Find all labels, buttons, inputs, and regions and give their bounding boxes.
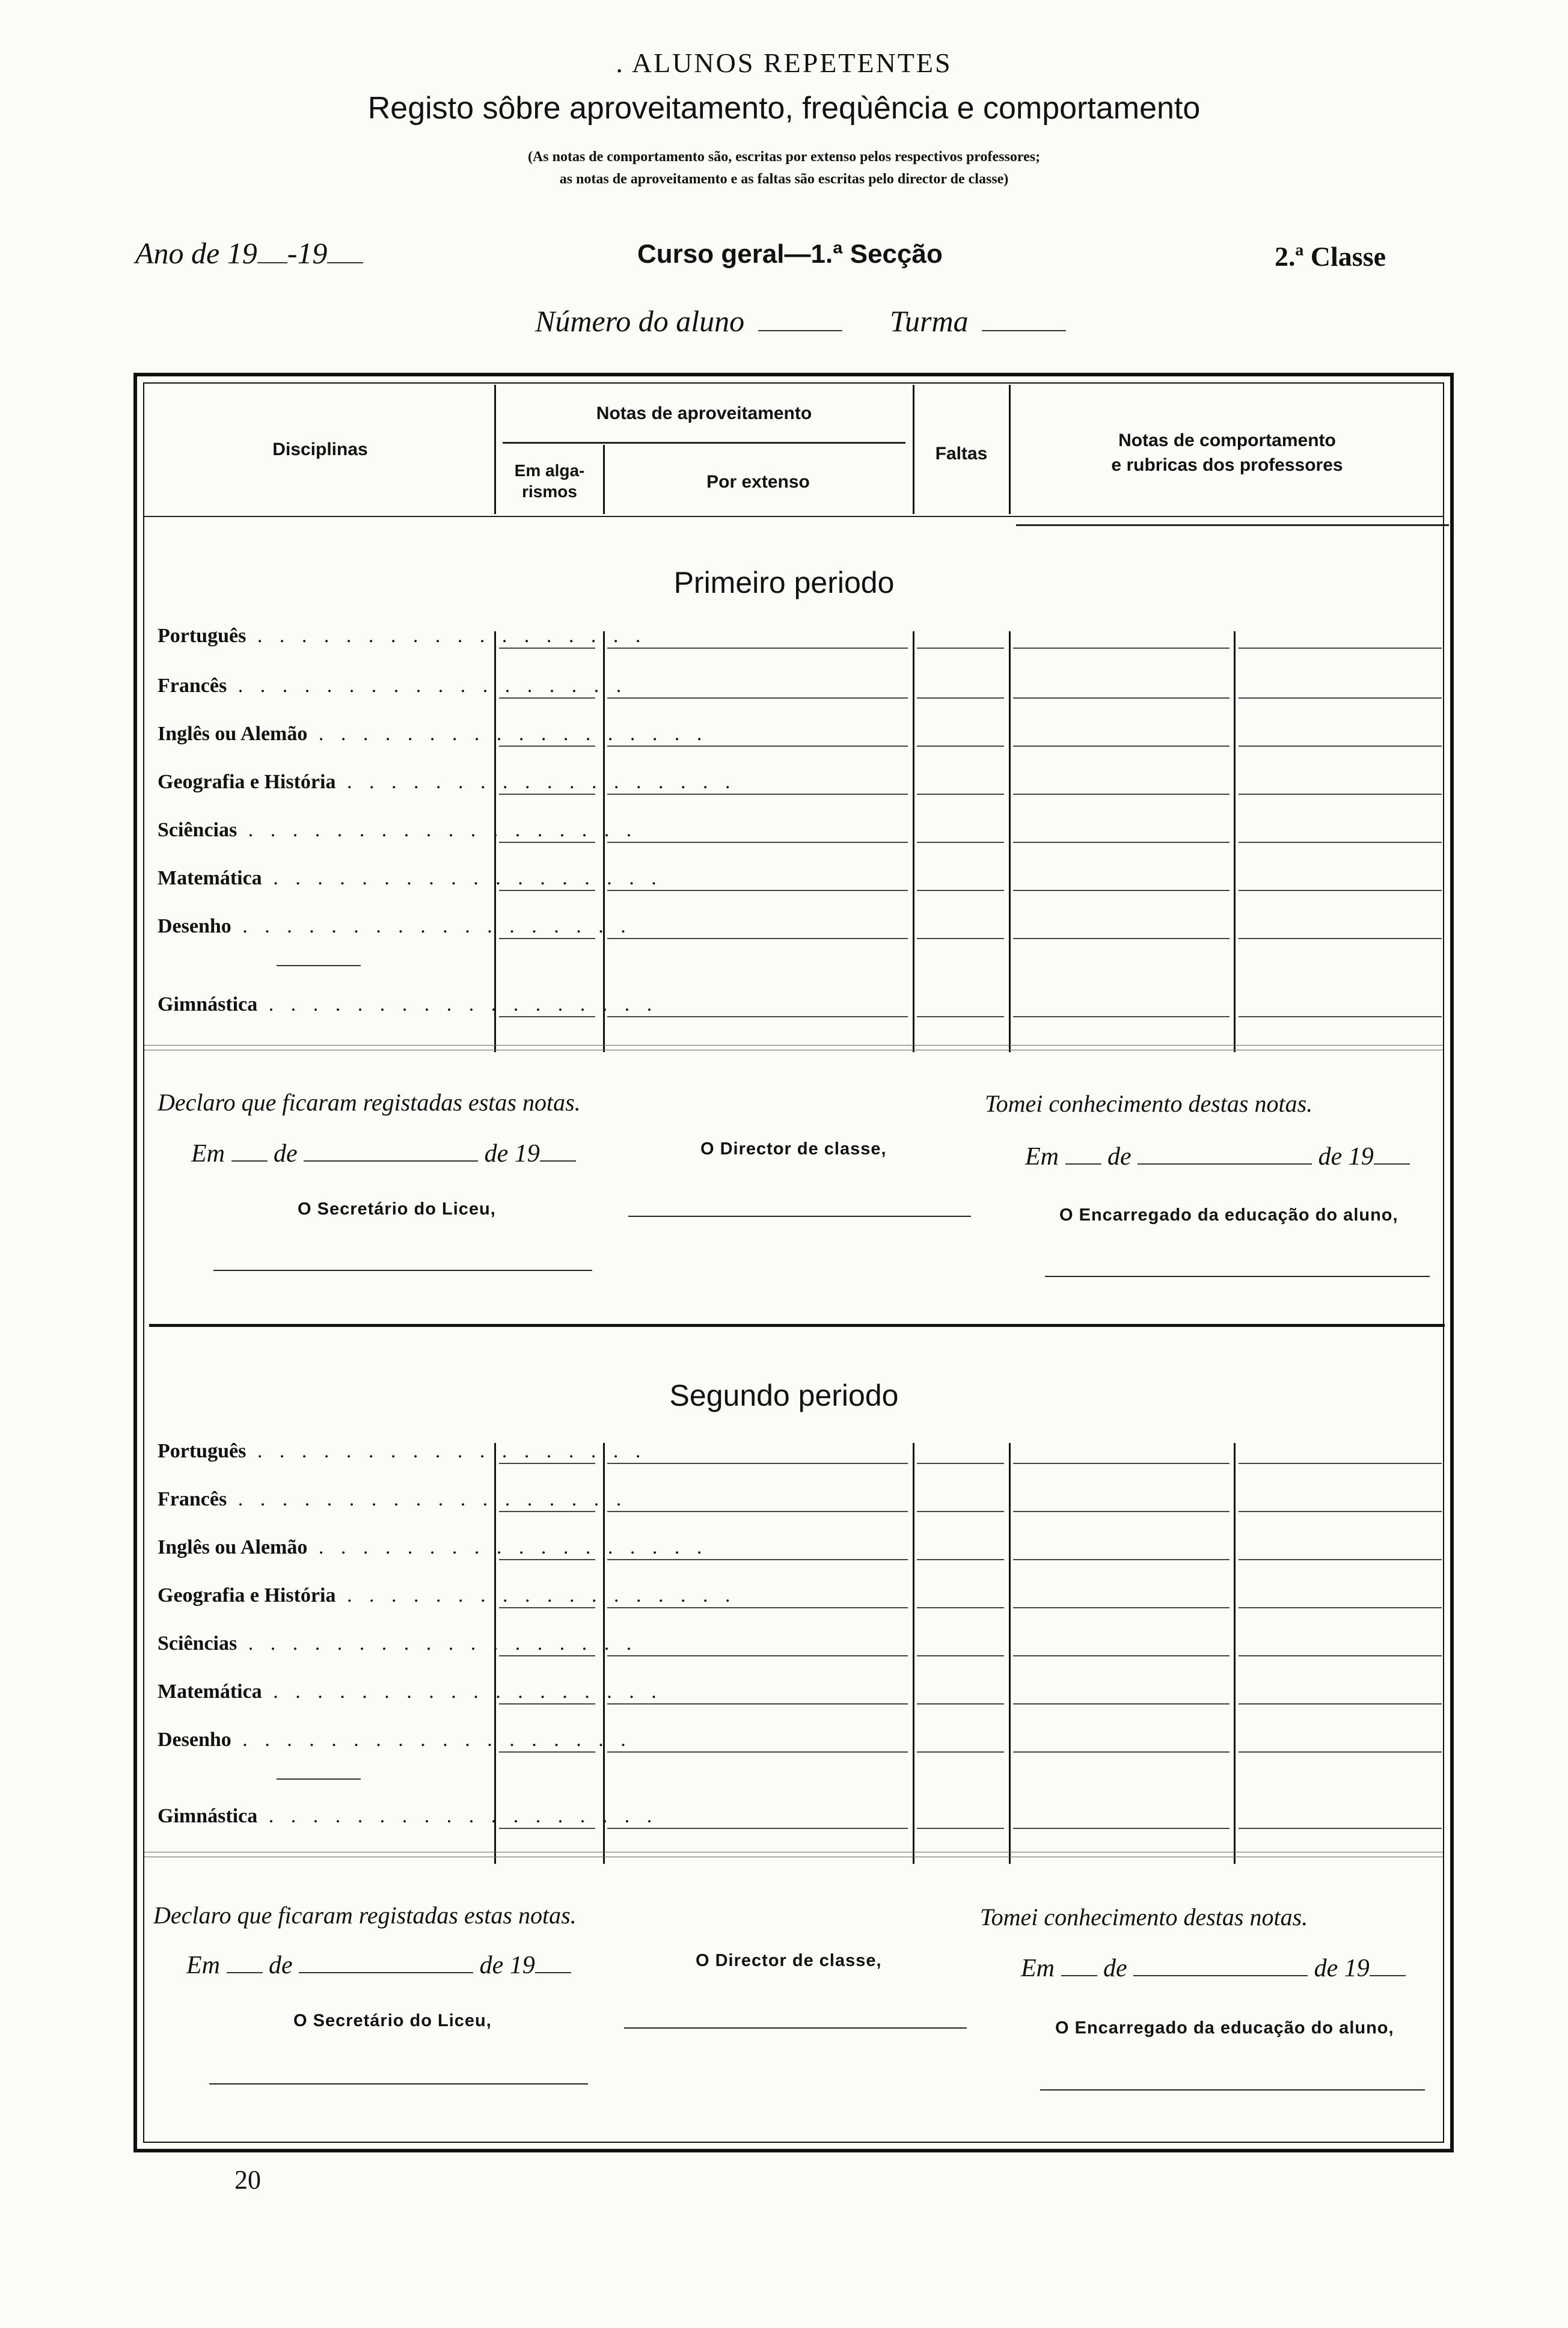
grade-entry-line[interactable] xyxy=(607,890,908,891)
grade-entry-line[interactable] xyxy=(607,697,908,699)
grade-entry-line[interactable] xyxy=(1239,794,1442,795)
encarregado-label-2: O Encarregado da educação do aluno, xyxy=(1055,2018,1394,2038)
director-signature-line-2[interactable] xyxy=(624,2027,967,2029)
grade-entry-line[interactable] xyxy=(499,1828,595,1829)
em-label: Em xyxy=(191,1140,225,1168)
grade-entry-line[interactable] xyxy=(1239,746,1442,747)
secretario-label-1: O Secretário do Liceu, xyxy=(298,1199,496,1219)
em-label: Em xyxy=(1025,1143,1059,1171)
grade-entry-line[interactable] xyxy=(917,1559,1004,1560)
grade-entry-line[interactable] xyxy=(499,1463,595,1464)
subject-label: Francês . . . . . . . . . . . . . . . . . . xyxy=(158,675,628,697)
grade-entry-line[interactable] xyxy=(499,1511,595,1512)
grade-entry-line[interactable] xyxy=(1239,1703,1442,1705)
subject-label: Matemática . . . . . . . . . . . . . . . . . . xyxy=(158,867,663,889)
year-label: Ano de 19 xyxy=(135,236,257,270)
grade-entry-line[interactable] xyxy=(607,1607,908,1608)
em-algarismos-header-2: rismos xyxy=(522,482,577,501)
faltas-header: Faltas xyxy=(935,444,988,464)
encarregado-label-1: O Encarregado da educação do aluno, xyxy=(1059,1205,1398,1225)
subject-label: Inglês ou Alemão . . . . . . . . . . . . . . . . . . xyxy=(158,723,708,745)
page-number: 20 xyxy=(234,2165,261,2195)
grade-entry-line[interactable] xyxy=(499,1655,595,1656)
de-label: de xyxy=(274,1140,298,1168)
grade-entry-line[interactable] xyxy=(1013,648,1230,649)
grade-entry-line[interactable] xyxy=(1013,697,1230,699)
grade-entry-line[interactable] xyxy=(917,1511,1004,1512)
year-field[interactable] xyxy=(135,236,363,271)
grade-entry-line[interactable] xyxy=(499,890,595,891)
grade-entry-line[interactable] xyxy=(917,1607,1004,1608)
grade-entry-line[interactable] xyxy=(1013,746,1230,747)
grade-entry-line[interactable] xyxy=(1013,1828,1230,1829)
subject-label: Inglês ou Alemão . . . . . . . . . . . . . . . . . . xyxy=(158,1536,708,1558)
subject-label: Português . . . . . . . . . . . . . . . . . . xyxy=(158,1440,647,1462)
secretario-signature-line-1[interactable] xyxy=(213,1270,592,1271)
grade-entry-line[interactable] xyxy=(1239,842,1442,843)
grade-entry-line[interactable] xyxy=(1239,1511,1442,1512)
de-label: de xyxy=(269,1952,293,1979)
grade-entry-line[interactable] xyxy=(607,842,908,843)
grade-entry-line[interactable] xyxy=(917,1751,1004,1753)
grade-entry-line[interactable] xyxy=(607,648,908,649)
form-note-line-1: (As notas de comportamento são, escritas por extenso pelos respectivos professores; xyxy=(527,149,1041,165)
declaro-text-1: Declaro que ficaram registadas estas notas. xyxy=(158,1089,581,1116)
date-field-secretario-2[interactable] xyxy=(186,1951,571,1980)
subject-label: Gimnástica . . . . . . . . . . . . . . . . . . xyxy=(158,993,658,1015)
grade-entry-line[interactable] xyxy=(607,794,908,795)
grade-entry-line[interactable] xyxy=(607,1828,908,1829)
por-extenso-header: Por extenso xyxy=(706,472,810,492)
grade-entry-line[interactable] xyxy=(917,1463,1004,1464)
period-1-title: Primeiro periodo xyxy=(673,566,895,599)
grade-entry-line[interactable] xyxy=(499,938,595,939)
date-field-encarregado-1[interactable] xyxy=(1025,1142,1410,1171)
grade-entry-line[interactable] xyxy=(499,1607,595,1608)
grade-entry-line[interactable] xyxy=(499,1703,595,1705)
grade-entry-line[interactable] xyxy=(499,794,595,795)
grade-entry-line[interactable] xyxy=(1239,1751,1442,1753)
grade-entry-line[interactable] xyxy=(917,842,1004,843)
grade-entry-line[interactable] xyxy=(607,1016,908,1017)
date-field-secretario-1[interactable] xyxy=(191,1139,576,1168)
director-label-1: O Director de classe, xyxy=(700,1139,887,1159)
notas-aproveitamento-header: Notas de aproveitamento xyxy=(596,403,812,423)
grade-entry-line[interactable] xyxy=(1013,794,1230,795)
grade-entry-line[interactable] xyxy=(1013,1511,1230,1512)
grade-entry-line[interactable] xyxy=(1013,1016,1230,1017)
form-note-line-2: as notas de aproveitamento e as faltas são escritas pelo director de classe) xyxy=(559,171,1009,187)
grade-entry-line[interactable] xyxy=(1013,1607,1230,1608)
em-label: Em xyxy=(186,1952,220,1979)
de-label: de xyxy=(1103,1955,1127,1982)
classe-label: 2.ª Classe xyxy=(1275,241,1386,272)
de19-label: de 19 xyxy=(479,1952,535,1979)
em-label: Em xyxy=(1021,1955,1055,1982)
em-algarismos-header-1: Em alga- xyxy=(514,461,585,480)
notas-comportamento-header-2: e rubricas dos professores xyxy=(1111,455,1343,475)
year-separator: -19 xyxy=(287,236,328,270)
declaro-text-2: Declaro que ficaram registadas estas notas. xyxy=(153,1902,577,1929)
grade-entry-line[interactable] xyxy=(1239,1463,1442,1464)
de19-label: de 19 xyxy=(1314,1955,1370,1982)
grade-entry-line[interactable] xyxy=(917,794,1004,795)
grade-entry-line[interactable] xyxy=(1239,648,1442,649)
subject-label: Francês . . . . . . . . . . . . . . . . . . xyxy=(158,1488,628,1510)
tomei-text-1: Tomei conhecimento destas notas. xyxy=(985,1090,1313,1117)
grade-entry-line[interactable] xyxy=(1239,1828,1442,1829)
grade-entry-line[interactable] xyxy=(607,1751,908,1753)
grade-entry-line[interactable] xyxy=(1239,1607,1442,1608)
director-signature-line-1[interactable] xyxy=(628,1216,971,1217)
form-title: Registo sôbre aproveitamento, freqùência e comportamento xyxy=(367,91,1201,126)
de-label: de xyxy=(1107,1143,1132,1171)
subject-label: Sciências . . . . . . . . . . . . . . . . . . xyxy=(158,1632,638,1655)
grade-entry-line[interactable] xyxy=(499,1016,595,1017)
numero-aluno-label: Número do aluno xyxy=(535,304,745,338)
grade-entry-line[interactable] xyxy=(1239,890,1442,891)
grade-entry-line[interactable] xyxy=(607,1511,908,1512)
secretario-label-2: O Secretário do Liceu, xyxy=(293,2011,492,2030)
grade-entry-line[interactable] xyxy=(917,1703,1004,1705)
grade-entry-line[interactable] xyxy=(1013,1463,1230,1464)
grade-entry-line[interactable] xyxy=(499,648,595,649)
tomei-text-2: Tomei conhecimento destas notas. xyxy=(980,1904,1308,1931)
form-title-top: . ALUNOS REPETENTES xyxy=(616,47,952,78)
grade-entry-line[interactable] xyxy=(499,697,595,699)
numero-aluno-field[interactable] xyxy=(535,304,842,338)
grade-entry-line[interactable] xyxy=(1239,1016,1442,1017)
subject-label: Desenho . . . . . . . . . . . . . . . . . . xyxy=(158,1729,632,1751)
grade-entry-line[interactable] xyxy=(1013,1703,1230,1705)
grade-entry-line[interactable] xyxy=(1239,938,1442,939)
grade-entry-line[interactable] xyxy=(1013,1655,1230,1656)
grade-entry-line[interactable] xyxy=(607,746,908,747)
grade-entry-line[interactable] xyxy=(917,697,1004,699)
notas-comportamento-header-1: Notas de comportamento xyxy=(1118,430,1336,450)
director-label-2: O Director de classe, xyxy=(696,1951,882,1970)
subject-label: Matemática . . . . . . . . . . . . . . . . . . xyxy=(158,1680,663,1703)
grade-entry-line[interactable] xyxy=(1013,1751,1230,1753)
grade-entry-line[interactable] xyxy=(917,890,1004,891)
de19-label: de 19 xyxy=(484,1140,540,1168)
grade-entry-line[interactable] xyxy=(917,648,1004,649)
subject-label: Geografia e História . . . . . . . . . . . . . . . . . . xyxy=(158,771,737,793)
grade-entry-line[interactable] xyxy=(499,842,595,843)
grade-entry-line[interactable] xyxy=(499,1559,595,1560)
grade-entry-line[interactable] xyxy=(1239,1655,1442,1656)
grade-entry-line[interactable] xyxy=(1013,938,1230,939)
grade-entry-line[interactable] xyxy=(607,1703,908,1705)
grade-entry-line[interactable] xyxy=(607,938,908,939)
period-divider xyxy=(149,1324,1445,1327)
period-2-title: Segundo periodo xyxy=(669,1379,899,1412)
subject-label: Gimnástica . . . . . . . . . . . . . . . . . . xyxy=(158,1805,658,1827)
grade-entry-line[interactable] xyxy=(607,1463,908,1464)
grade-entry-line[interactable] xyxy=(917,1655,1004,1656)
grade-entry-line[interactable] xyxy=(917,746,1004,747)
grade-entry-line[interactable] xyxy=(917,1016,1004,1017)
grade-entry-line[interactable] xyxy=(1239,1559,1442,1560)
grade-entry-line[interactable] xyxy=(1239,697,1442,699)
grade-entry-line[interactable] xyxy=(607,1559,908,1560)
secretario-signature-line-2[interactable] xyxy=(209,2083,588,2084)
subject-label: Geografia e História . . . . . . . . . . . . . . . . . . xyxy=(158,1584,737,1607)
subject-label: Desenho . . . . . . . . . . . . . . . . . . xyxy=(158,915,632,937)
encarregado-signature-line-1[interactable] xyxy=(1045,1276,1430,1277)
encarregado-signature-line-2[interactable] xyxy=(1040,2089,1425,2091)
grade-entry-line[interactable] xyxy=(1013,842,1230,843)
grade-entry-line[interactable] xyxy=(1013,890,1230,891)
de19-label: de 19 xyxy=(1318,1143,1374,1171)
curso-label: Curso geral—1.ª Secção xyxy=(637,239,943,269)
turma-label: Turma xyxy=(890,304,969,338)
grade-entry-line[interactable] xyxy=(1013,1559,1230,1560)
grade-entry-line[interactable] xyxy=(499,1751,595,1753)
grade-entry-line[interactable] xyxy=(917,1828,1004,1829)
grade-entry-line[interactable] xyxy=(499,746,595,747)
subject-label: Português . . . . . . . . . . . . . . . . . . xyxy=(158,625,647,647)
grade-entry-line[interactable] xyxy=(607,1655,908,1656)
subject-label: Sciências . . . . . . . . . . . . . . . . . . xyxy=(158,819,638,841)
grade-entry-line[interactable] xyxy=(917,938,1004,939)
turma-field[interactable] xyxy=(890,304,1066,338)
date-field-encarregado-2[interactable] xyxy=(1021,1954,1406,1983)
disciplinas-header: Disciplinas xyxy=(272,440,368,459)
